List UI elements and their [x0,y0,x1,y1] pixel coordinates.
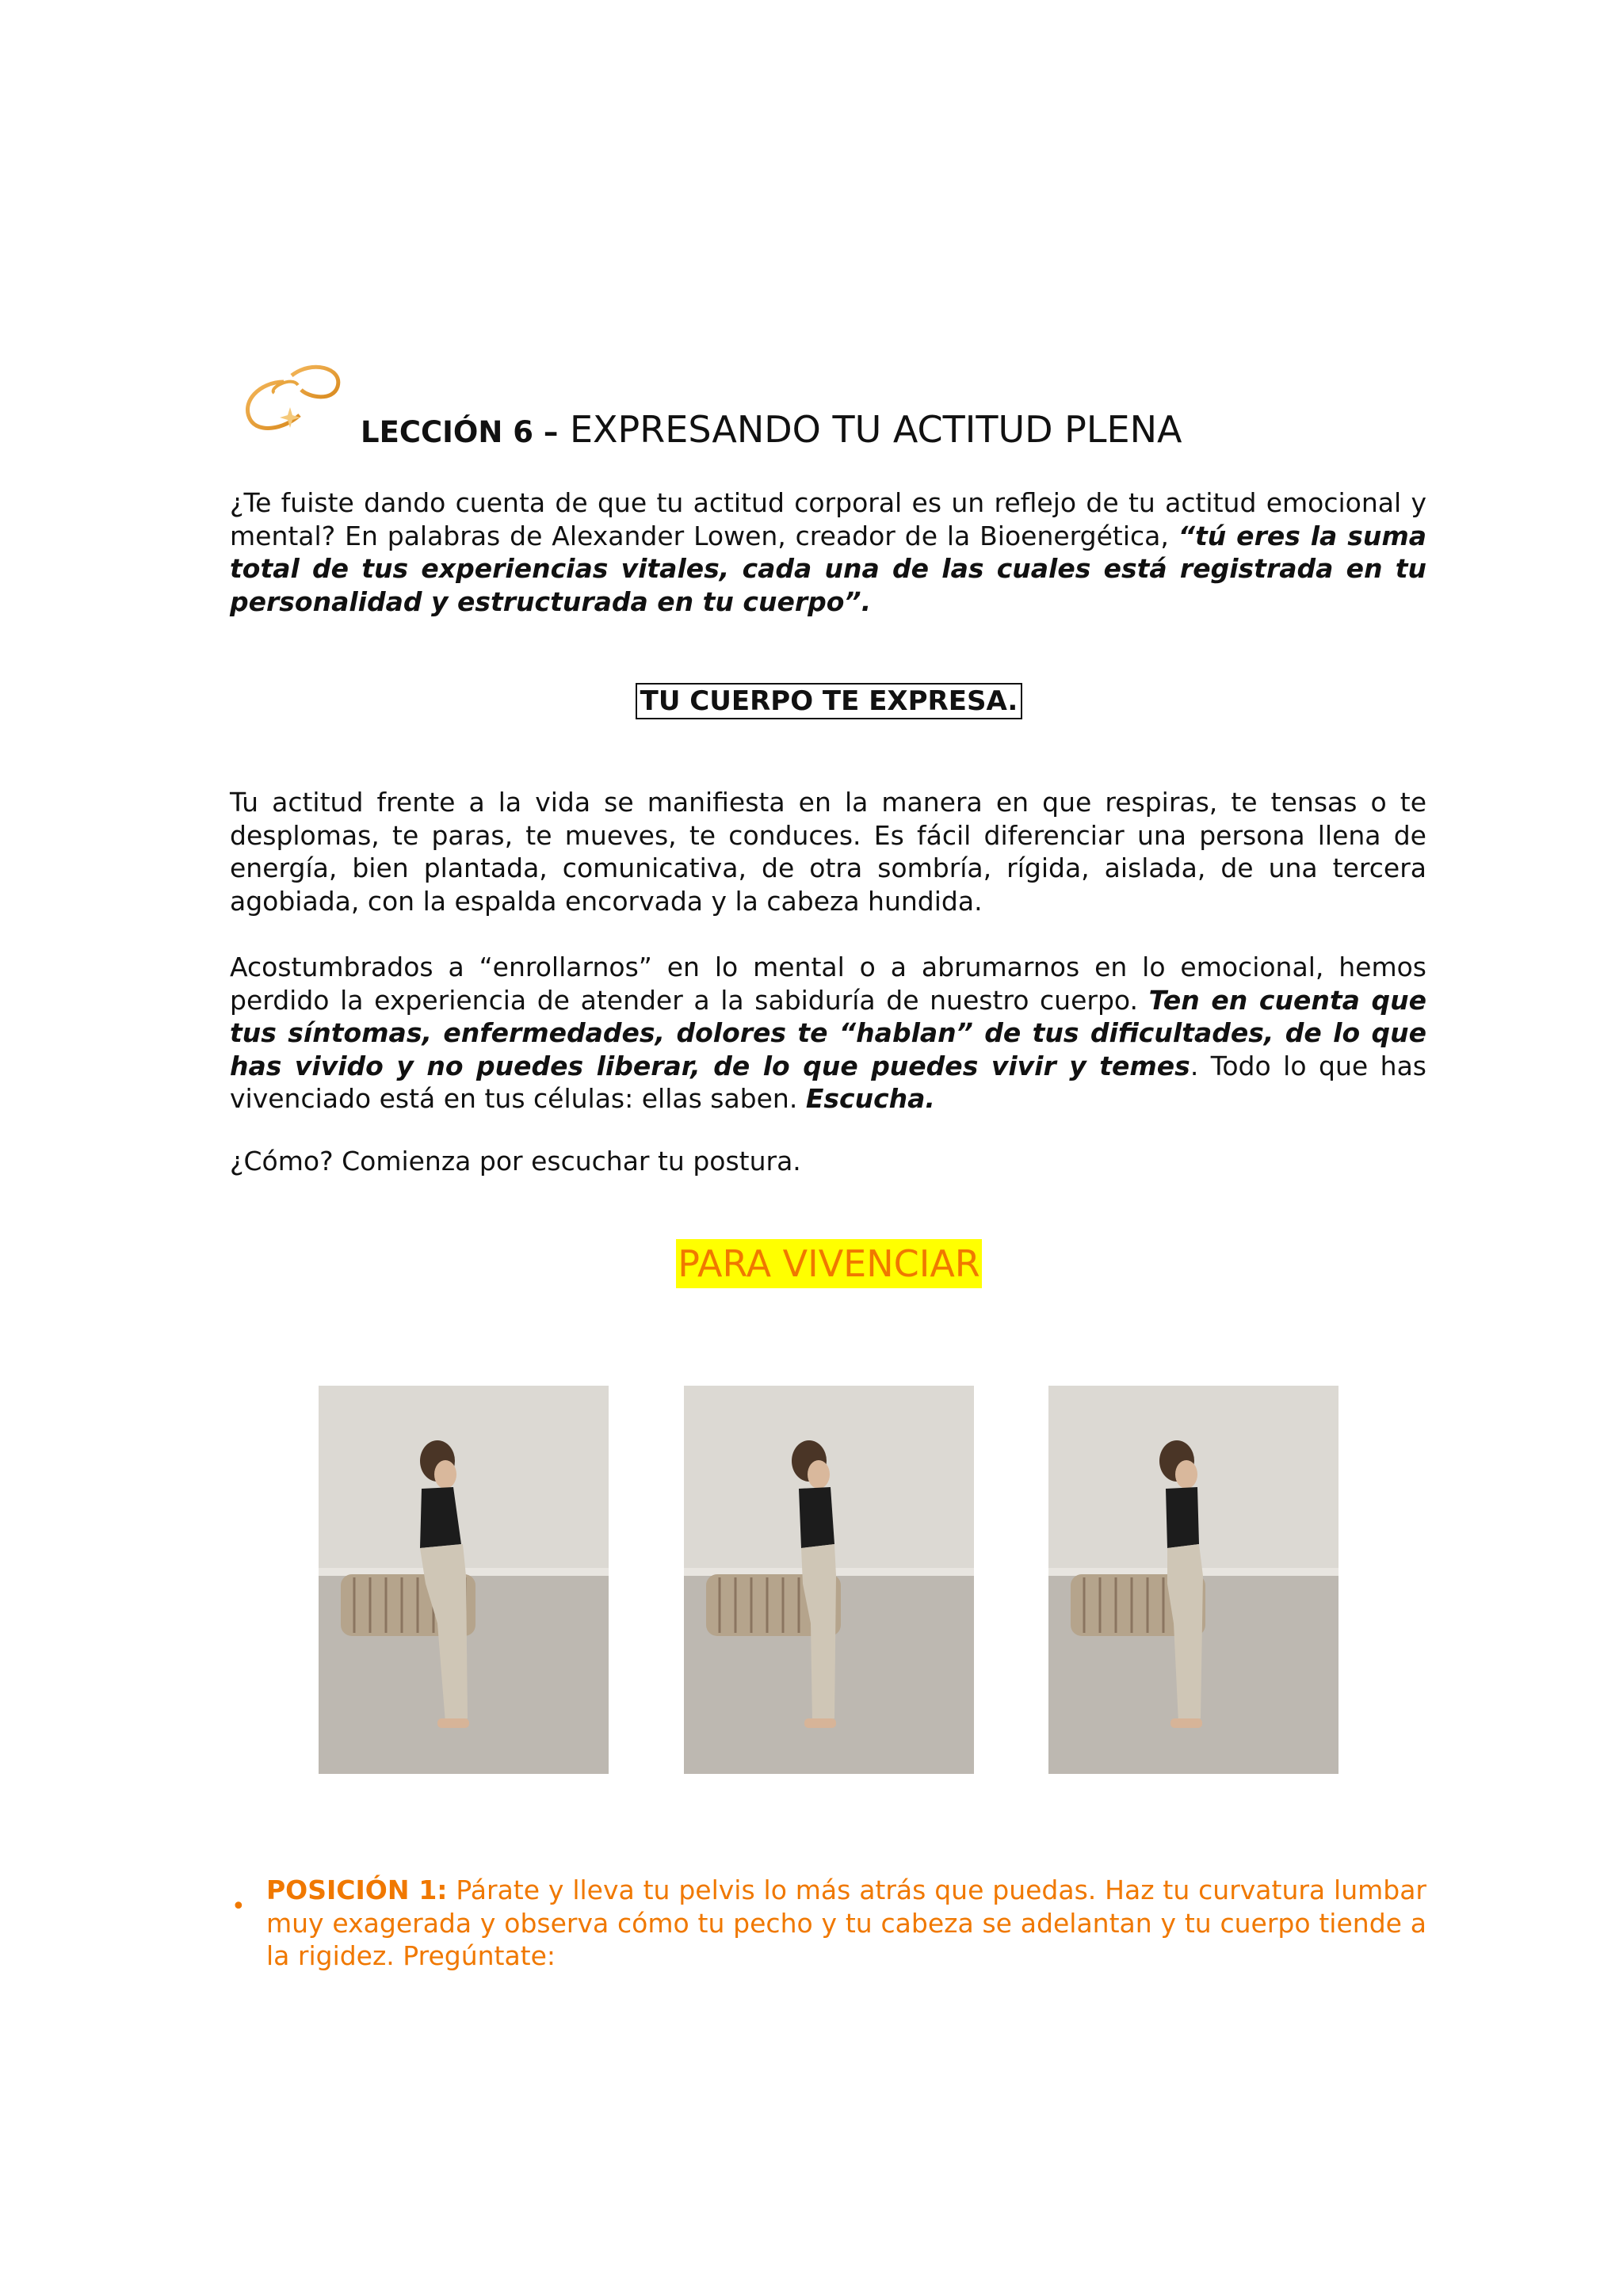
position-label: POSICIÓN 1: [266,1875,448,1905]
cells-text: . Todo lo que has vivenciado está en tus células: ellas saben. [230,1050,1426,1114]
posture-photo-1 [319,1386,609,1774]
posture-photo-2 [684,1386,974,1774]
symptoms-emphasis: Ten en cuenta que tus síntomas, enfermedades, dolores te “hablan” de tus dificultades, de lo que has vivido y no puedes liberar, de lo que puedes vivir y temes [230,984,1426,1081]
page-title [361,406,1182,456]
section-heading: PARA VIVENCIAR [676,1239,982,1288]
body-wisdom-text: Acostumbrados a “enrollarnos” en lo mental o a abrumarnos en lo emocional, hemos perdido la experiencia de atender a la sabiduría de nuestro cuerpo. [230,952,1426,1016]
lesson-label: LECCIÓN 6 – [361,415,559,449]
section-heading-row [0,1239,1623,1288]
bullet-icon: • [231,1893,246,1920]
boxed-heading: TU CUERPO TE EXPRESA. [636,683,1023,719]
lesson-title: EXPRESANDO TU ACTITUD PLENA [569,408,1182,451]
lowen-quote: “tú eres la suma total de tus experiencias vitales, cada una de las cuales está registrada en tu personalidad y estructurada en tu cuerpo”. [230,520,1427,617]
attitude-paragraph: Tu actitud frente a la vida se manifiesta en la manera en que respiras, te tensas o te desplomas, te paras, te mueves, te conduces. Es fácil diferenciar una persona llena de energía, bien plantada, comunicativa, de otra sombría, rígida, aislada, de una tercera agobiada, con la espalda encorvada y la cabeza hundida. [230,787,1426,917]
position-1-item [266,1874,1426,1973]
body-wisdom-paragraph [230,951,1426,1116]
intro-paragraph [230,486,1426,618]
position-text: Párate y lleva tu pelvis lo más atrás que puedas. Haz tu curvatura lumbar muy exagerada y observa cómo tu pecho y tu cabeza se adelantan y tu cuerpo tiende a la rigidez. Pregúntate: [266,1875,1426,1971]
listen-emphasis: Escucha. [805,1083,935,1114]
boxed-heading-row [0,683,1623,719]
logo-icon [236,358,347,445]
intro-text: ¿Te fuiste dando cuenta de que tu actitud corporal es un reflejo de tu actitud emocional y mental? En palabras de Alexander Lowen, creador de la Bioenergética, [230,487,1426,551]
posture-photo-3 [1048,1386,1338,1774]
how-paragraph: ¿Cómo? Comienza por escuchar tu postura. [230,1146,801,1177]
